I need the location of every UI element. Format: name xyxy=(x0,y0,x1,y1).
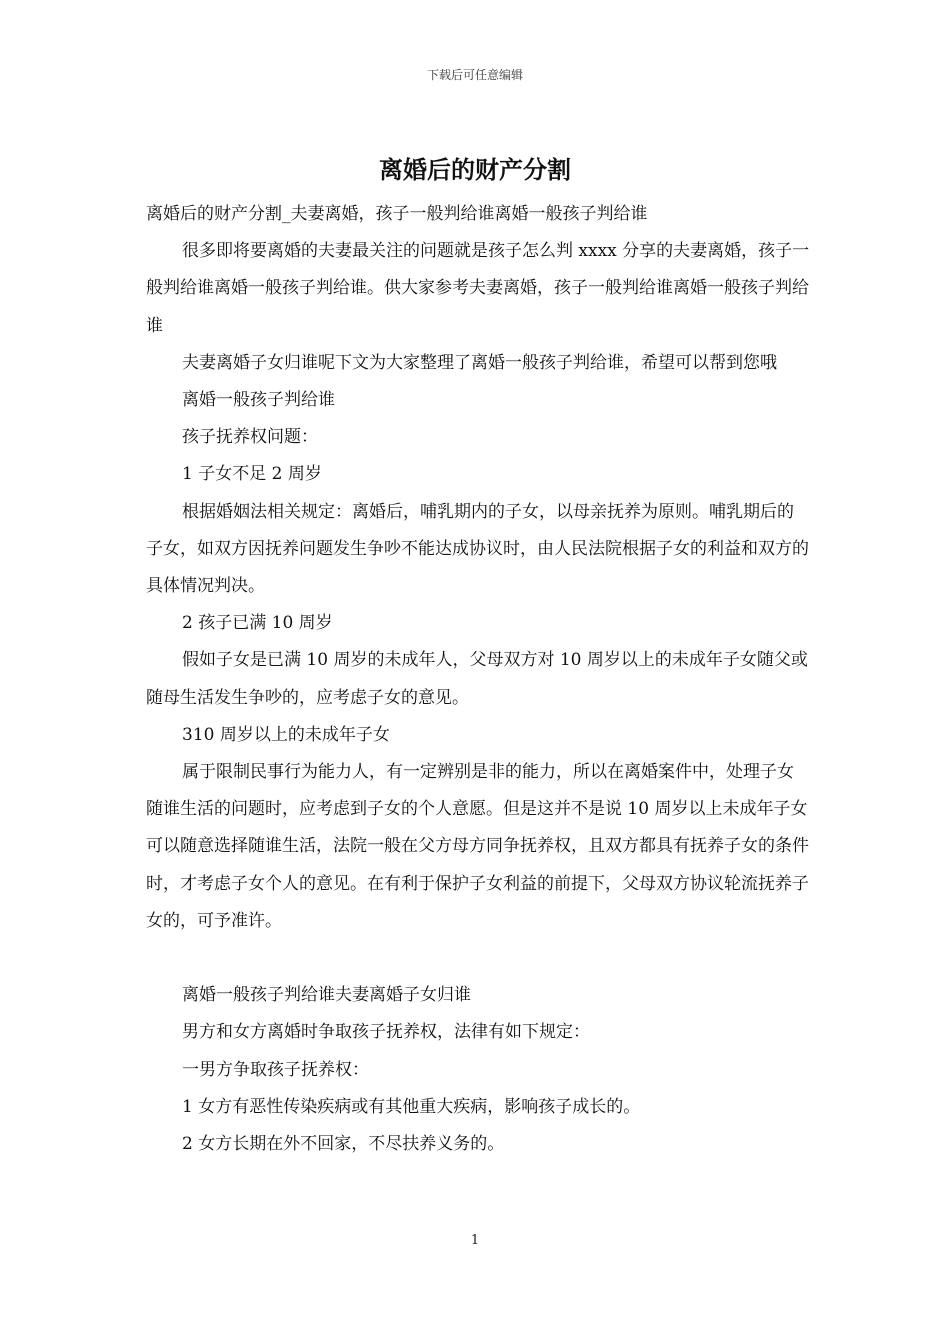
document-body xyxy=(146,196,810,1163)
paragraph-intro: 很多即将要离婚的夫妻最关注的问题就是孩子怎么判 xxxx 分享的夫妻离婚，孩子一般判给谁离婚一般孩子判给谁。供大家参考夫妻离婚，孩子一般判给谁离婚一般孩子判给谁 xyxy=(146,241,810,336)
header-note: 下载后可任意编辑 xyxy=(426,68,523,82)
page-number: 1 xyxy=(470,1233,480,1248)
paragraph-heading-2: 离婚一般孩子判给谁夫妻离婚子女归谁 xyxy=(182,985,471,1006)
paragraph-item-under-2: 1 子女不足 2 周岁 xyxy=(182,464,322,485)
paragraph-male-custody: 一男方争取孩子抚养权： xyxy=(182,1059,369,1080)
paragraph-law-intro: 男方和女方离婚时争取孩子抚养权，法律有如下规定： xyxy=(182,1022,590,1043)
document-title: 离婚后的财产分割 xyxy=(379,155,571,184)
paragraph-heading-who: 离婚一般孩子判给谁 xyxy=(182,390,335,411)
paragraph-custody-issue: 孩子抚养权问题： xyxy=(182,427,318,448)
paragraph-minor-detail: 属于限制民事行为能力人，有一定辨别是非的能力，所以在离婚案件中，处理子女随谁生活的问题时，应考虑到子女的个人意愿。但是这并不是说 10 周岁以上未成年子女可以随意选择随谁生活，法院一般在父方母方同争抚养权，且双方都具有抚养子女的条件时，才考虑子女个人的意见。在有利于保护子女利益的前提下，父母双方协议轮流抚养子女的，可予准许。 xyxy=(146,762,809,931)
paragraph-under-2-detail: 根据婚姻法相关规定：离婚后，哺乳期内的子女，以母亲抚养为原则。哺乳期后的子女，如双方因抚养问题发生争吵不能达成协议时，由人民法院根据子女的利益和双方的具体情况判决。 xyxy=(146,501,809,597)
paragraph-over-10-detail: 假如子女是已满 10 周岁的未成年人，父母双方对 10 周岁以上的未成年子女随父或随母生活发生争吵的，应考虑子女的意见。 xyxy=(146,650,808,708)
paragraph-subtitle: 离婚后的财产分割_夫妻离婚，孩子一般判给谁离婚一般孩子判给谁 xyxy=(146,204,648,224)
paragraph-spacer xyxy=(146,940,810,977)
paragraph-condition-1: 1 女方有恶性传染疾病或有其他重大疾病，影响孩子成长的。 xyxy=(182,1096,641,1117)
paragraph-condition-2: 2 女方长期在外不回家，不尽扶养义务的。 xyxy=(182,1134,505,1155)
paragraph-item-over-10: 2 孩子已满 10 周岁 xyxy=(182,613,333,634)
paragraph-purpose: 夫妻离婚子女归谁呢下文为大家整理了离婚一般孩子判给谁，希望可以帮到您哦 xyxy=(182,352,777,373)
paragraph-item-minor: 310 周岁以上的未成年子女 xyxy=(182,724,390,745)
